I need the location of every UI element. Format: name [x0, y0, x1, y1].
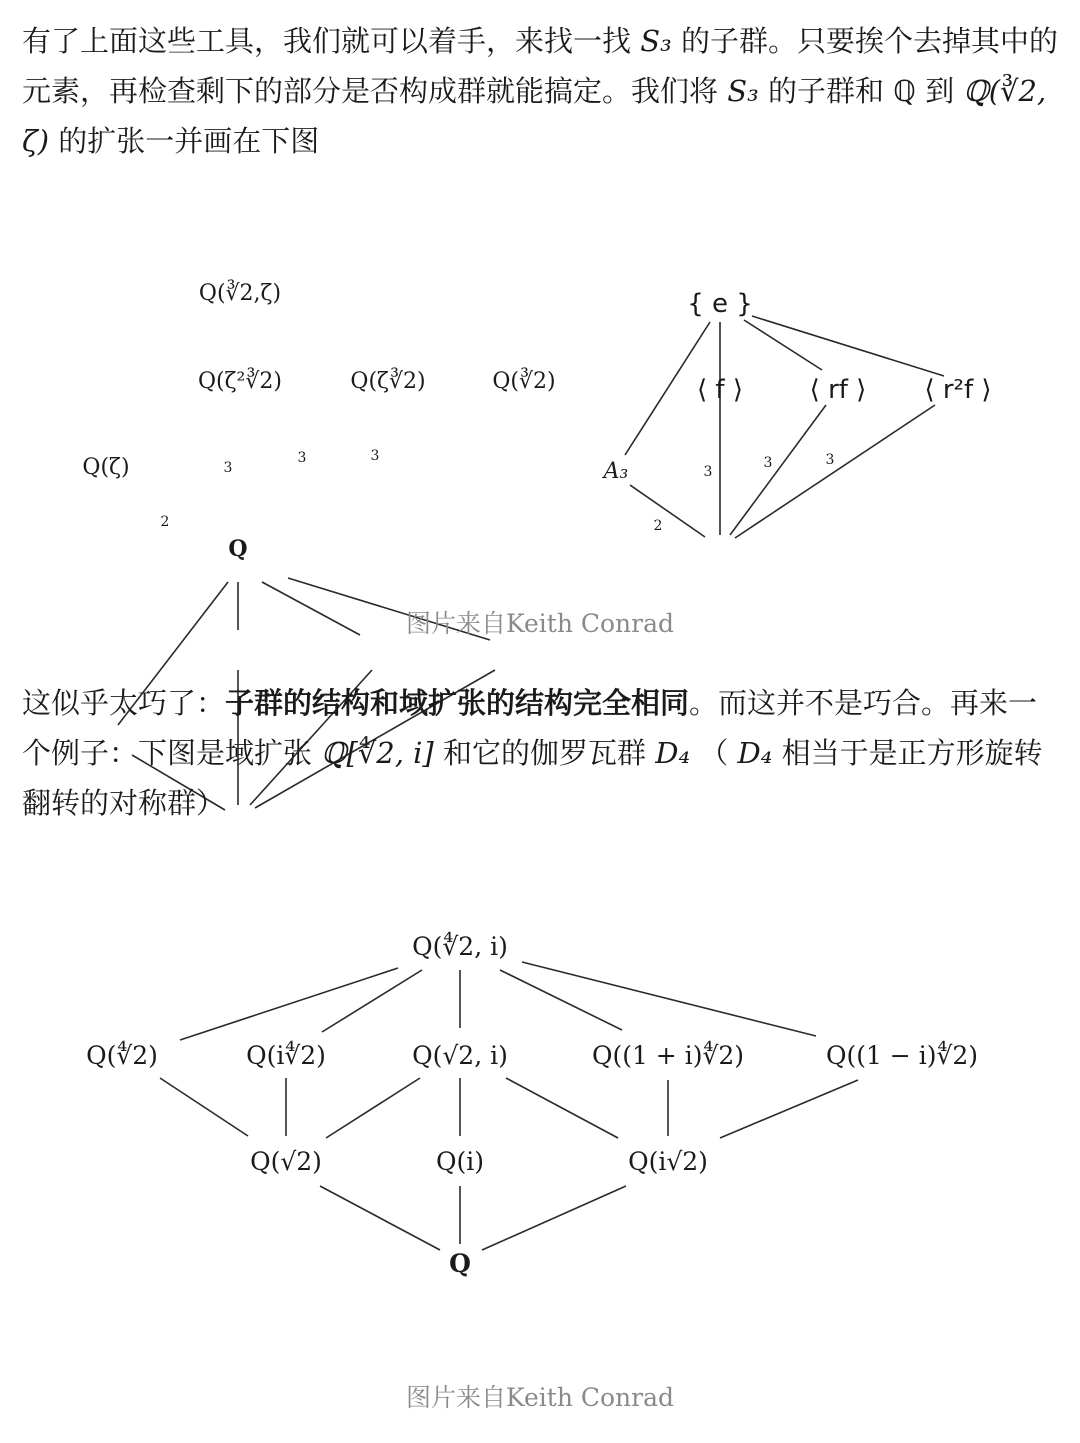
d4-node-top: Q(∜2, i): [412, 932, 508, 961]
comparison-text-5: 相当于是正方形旋转翻转的对称群）: [22, 736, 1043, 820]
node-f: ⟨ f ⟩: [697, 375, 743, 405]
group-edge-label-a: 3: [703, 464, 713, 480]
edge-top-r4: [500, 970, 622, 1030]
edge-e-r2f: [752, 316, 944, 376]
figure-s3-lattice: [0, 270, 1080, 590]
comparison-text-2: 。而这并不是巧合。再来一个例子：下图是域扩张: [22, 686, 1038, 770]
figure-d4-lattice: [0, 910, 1080, 1310]
node-m2: Q(ζ∛2): [350, 369, 426, 394]
edge-s1-bottom: [320, 1186, 440, 1250]
d4-node-s3: Q(i√2): [628, 1147, 708, 1176]
group-lattice-edges: [625, 316, 944, 538]
intro-text-1: 有了上面这些工具，我们就可以着手，来找一找: [22, 24, 641, 58]
edge-r2f-s3: [735, 405, 935, 538]
edge-top-r5: [522, 962, 816, 1036]
d4-node-bottom: Q: [449, 1249, 471, 1278]
node-r2f: ⟨ r²f ⟩: [924, 375, 992, 405]
intro-text-2: 的子群。只要挨个去掉其中的元素，再检查剩下的部分是否构成群就能搞定。我们将: [22, 24, 1058, 108]
comparison-text-4: （: [690, 736, 738, 770]
figure1-caption: 图片来自Keith Conrad: [405, 609, 675, 638]
node-m1: Q(ζ²∛2): [198, 369, 282, 394]
edge-s3-bottom: [482, 1186, 626, 1250]
node-m3: Q(∛2): [492, 369, 556, 394]
intro-text-3: 的子群和: [758, 74, 894, 108]
d4-node-s2: Q(i): [436, 1147, 484, 1176]
comparison-bold: 子群的结构和域扩张的结构完全相同: [225, 686, 690, 720]
intro-text-4: 到: [916, 74, 964, 108]
figure2-caption: 图片来自Keith Conrad: [405, 1383, 675, 1412]
edge-label-b: 3: [297, 450, 307, 466]
node-zeta: Q(ζ): [82, 455, 130, 480]
node-a3: A₃: [603, 459, 629, 484]
d4-node-r5: Q((1 − i)∜2): [825, 1041, 979, 1070]
math-d4-second: D₄: [737, 736, 773, 770]
group-edge-label-d: 2: [653, 518, 663, 534]
edge-r5-s3: [720, 1080, 858, 1138]
edge-r3-s3: [506, 1078, 618, 1138]
math-s3-second: S₃: [727, 74, 759, 108]
d4-node-r1: Q(∜2): [86, 1041, 158, 1070]
math-d4: D₄: [655, 736, 691, 770]
d4-lattice-edges: [160, 962, 858, 1250]
d4-node-r4: Q((1 + i)∜2): [591, 1041, 745, 1070]
edge-label-c: 3: [370, 448, 380, 464]
group-edge-label-b: 3: [763, 455, 773, 471]
edge-a3-s3: [630, 485, 705, 537]
edge-label-a: 3: [223, 460, 233, 476]
math-s3: S₃: [640, 24, 672, 58]
group-edge-label-c: 3: [825, 452, 835, 468]
intro-text-5: 的扩张一并画在下图: [49, 124, 320, 158]
intro-paragraph: [22, 16, 1062, 166]
d4-node-s1: Q(√2): [250, 1147, 322, 1176]
edge-label-d: 2: [160, 514, 170, 530]
node-bottom: Q: [228, 536, 248, 562]
edge-top-r1: [180, 968, 398, 1040]
edge-rf-s3: [730, 405, 826, 535]
d4-node-r3: Q(√2, i): [412, 1041, 508, 1070]
comparison-text-3: 和它的伽罗瓦群: [433, 736, 656, 770]
d4-node-r2: Q(i∜2): [246, 1041, 326, 1070]
comparison-text-1: 这似乎太巧了：: [22, 686, 226, 720]
comparison-paragraph: [22, 678, 1062, 828]
node-top: Q(∛2,ζ): [198, 281, 282, 306]
edge-top-r2: [322, 970, 422, 1032]
node-rf: ⟨ rf ⟩: [809, 375, 867, 405]
edge-e-rf: [744, 320, 822, 370]
node-identity: { e }: [687, 289, 753, 319]
math-extension: ℚ(∛2, ζ): [22, 74, 1047, 158]
math-q: ℚ: [893, 74, 916, 108]
edge-r1-s1: [160, 1078, 248, 1136]
edge-r3-s1: [326, 1078, 420, 1138]
math-extension-2: ℚ[∜2, i]: [321, 736, 434, 770]
